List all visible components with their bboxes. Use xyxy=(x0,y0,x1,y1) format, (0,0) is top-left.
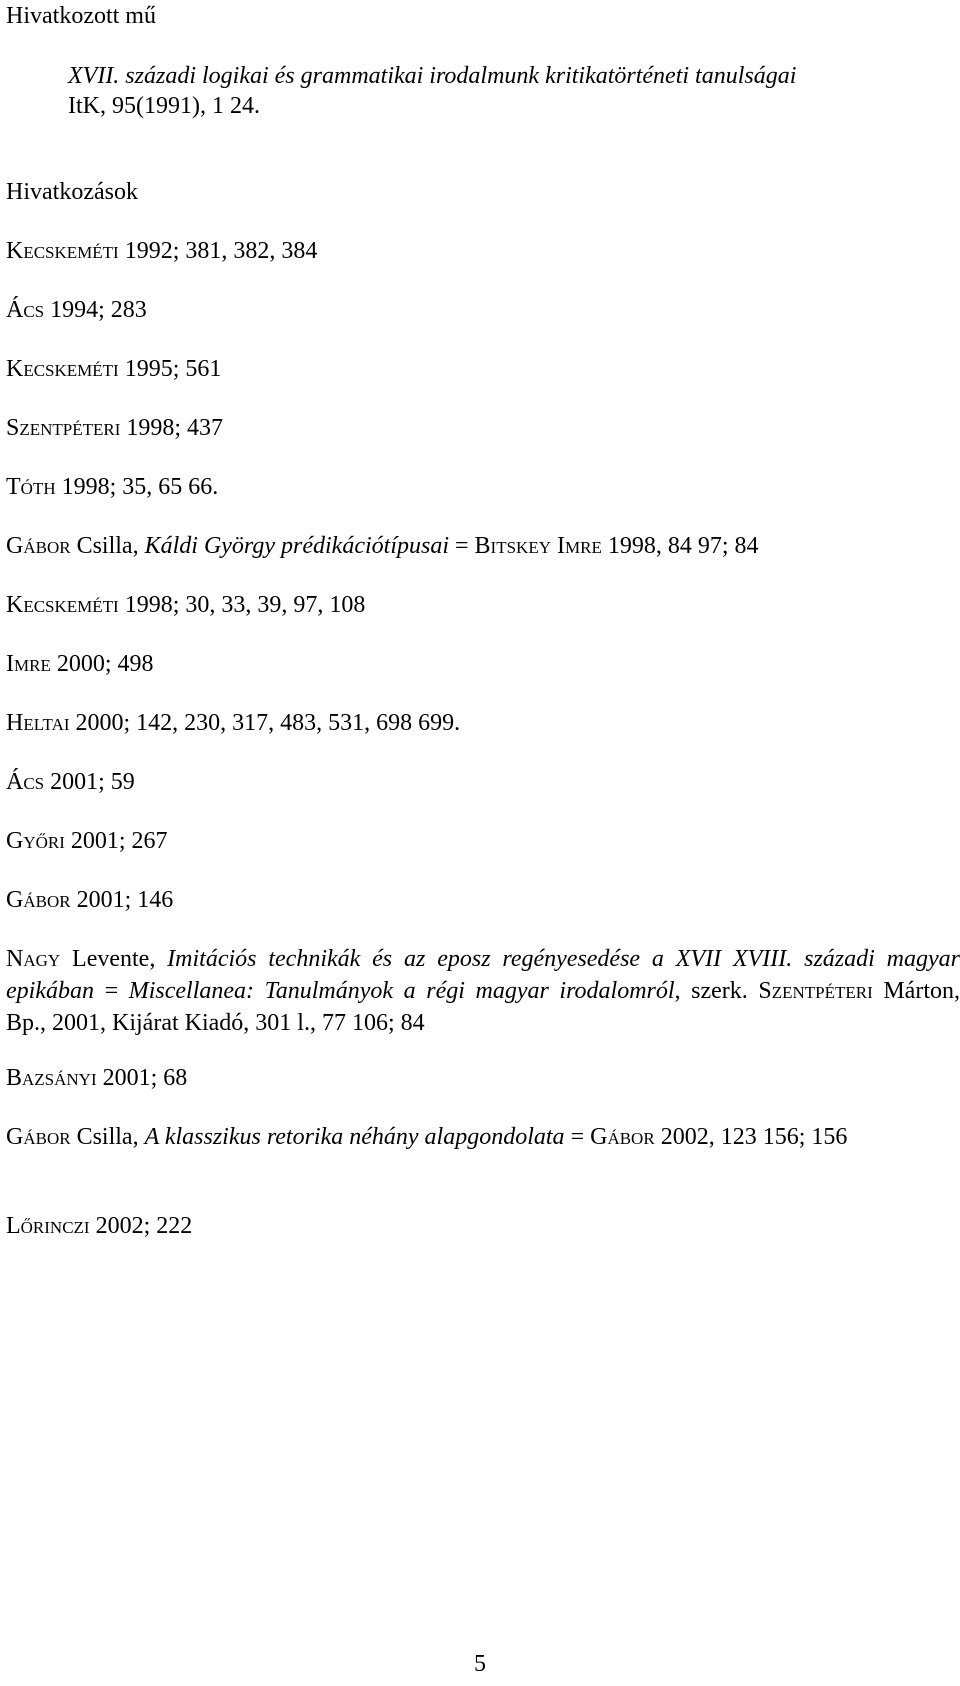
reference-volume: Miscellanea: Tanulmányok a régi magyar irodalomról, xyxy=(128,978,681,1004)
reference-details: 1994; 283 xyxy=(44,297,147,323)
reference-author: Ács xyxy=(6,769,45,795)
reference-title: Káldi György prédikációtípusai xyxy=(144,533,449,559)
reference-entry xyxy=(6,412,223,444)
reference-first-name: Csilla, xyxy=(70,533,145,559)
reference-author: Kecskeméti xyxy=(6,356,119,382)
page-number: 5 xyxy=(474,1651,486,1677)
cited-work-title: XVII. századi logikai és grammatikai irodalmunk kritikatörténeti tanulságai xyxy=(68,63,797,89)
reference-author: Imre xyxy=(6,651,51,677)
reference-author: Kecskeméti xyxy=(6,592,119,618)
reference-details: 2002, 123 156; 156 xyxy=(654,1124,848,1150)
reference-author: Tóth xyxy=(6,474,56,500)
reference-editor: Szentpéteri xyxy=(758,978,873,1004)
reference-details: 2001; 267 xyxy=(64,828,168,854)
reference-details: 2001; 59 xyxy=(44,769,135,795)
reference-editor-prefix: szerk. xyxy=(680,978,759,1004)
cited-work-source: ItK, 95(1991), 1 24. xyxy=(68,93,260,119)
reference-author: Heltai xyxy=(6,710,70,736)
reference-author: Ács xyxy=(6,297,45,323)
reference-entry xyxy=(6,589,365,621)
reference-author: Bazsányi xyxy=(6,1065,97,1091)
reference-entry xyxy=(6,825,168,857)
reference-details: 1998; 437 xyxy=(120,415,224,441)
reference-author: Gábor xyxy=(6,1124,71,1150)
reference-entry-nagy-2001 xyxy=(6,943,960,1039)
reference-details: 1992; 381, 382, 384 xyxy=(118,238,318,264)
reference-author: Gábor xyxy=(6,533,71,559)
reference-details: 1998; 30, 33, 39, 97, 108 xyxy=(118,592,366,618)
reference-entry-gabor-2002 xyxy=(6,1121,960,1153)
reference-details: 2000; 142, 230, 317, 483, 531, 698 699. xyxy=(69,710,461,736)
reference-first-name: Levente, xyxy=(60,946,168,972)
reference-entry xyxy=(6,884,173,916)
references-heading: Hivatkozások xyxy=(6,179,138,205)
reference-details: 2001; 146 xyxy=(70,887,174,913)
reference-entry xyxy=(6,648,154,680)
reference-title: Imitációs technikák és az eposz regényesedése a XVII XVIII. századi magyar epikában xyxy=(6,946,960,1004)
reference-entry-gabor-1998 xyxy=(6,530,759,562)
reference-author: Kecskeméti xyxy=(6,238,119,264)
reference-entry xyxy=(6,1210,192,1242)
reference-equals: = xyxy=(93,978,129,1004)
reference-entry xyxy=(6,766,135,798)
reference-entry xyxy=(6,471,218,503)
reference-first-name: Csilla, xyxy=(70,1124,145,1150)
reference-author: Lőrinczi xyxy=(6,1213,90,1239)
reference-entry xyxy=(6,294,147,326)
reference-details: 1998; 35, 65 66. xyxy=(55,474,219,500)
reference-entry xyxy=(6,235,317,267)
reference-entry xyxy=(6,707,460,739)
reference-author: Nagy xyxy=(6,946,61,972)
cited-work-heading: Hivatkozott mű xyxy=(6,3,156,29)
reference-details: 1998, 84 97; 84 xyxy=(601,533,759,559)
reference-title: A klasszikus retorika néhány alapgondolata xyxy=(144,1124,565,1150)
reference-editors: Bitskey Imre xyxy=(474,533,602,559)
reference-details: 2001; 68 xyxy=(96,1065,188,1091)
reference-equals: = xyxy=(564,1124,591,1150)
reference-entry xyxy=(6,353,221,385)
reference-equals: = xyxy=(449,533,475,559)
reference-author-ref: Gábor xyxy=(590,1124,655,1150)
reference-entry xyxy=(6,1062,187,1094)
reference-details: Márton, Bp., 2001, Kijárat Kiadó, 301 l., 77 106; 84 xyxy=(6,978,960,1036)
reference-details: 2002; 222 xyxy=(89,1213,193,1239)
reference-details: 1995; 561 xyxy=(118,356,222,382)
reference-details: 2000; 498 xyxy=(50,651,154,677)
reference-author: Gábor xyxy=(6,887,71,913)
reference-author: Szentpéteri xyxy=(6,415,121,441)
reference-author: Győri xyxy=(6,828,65,854)
